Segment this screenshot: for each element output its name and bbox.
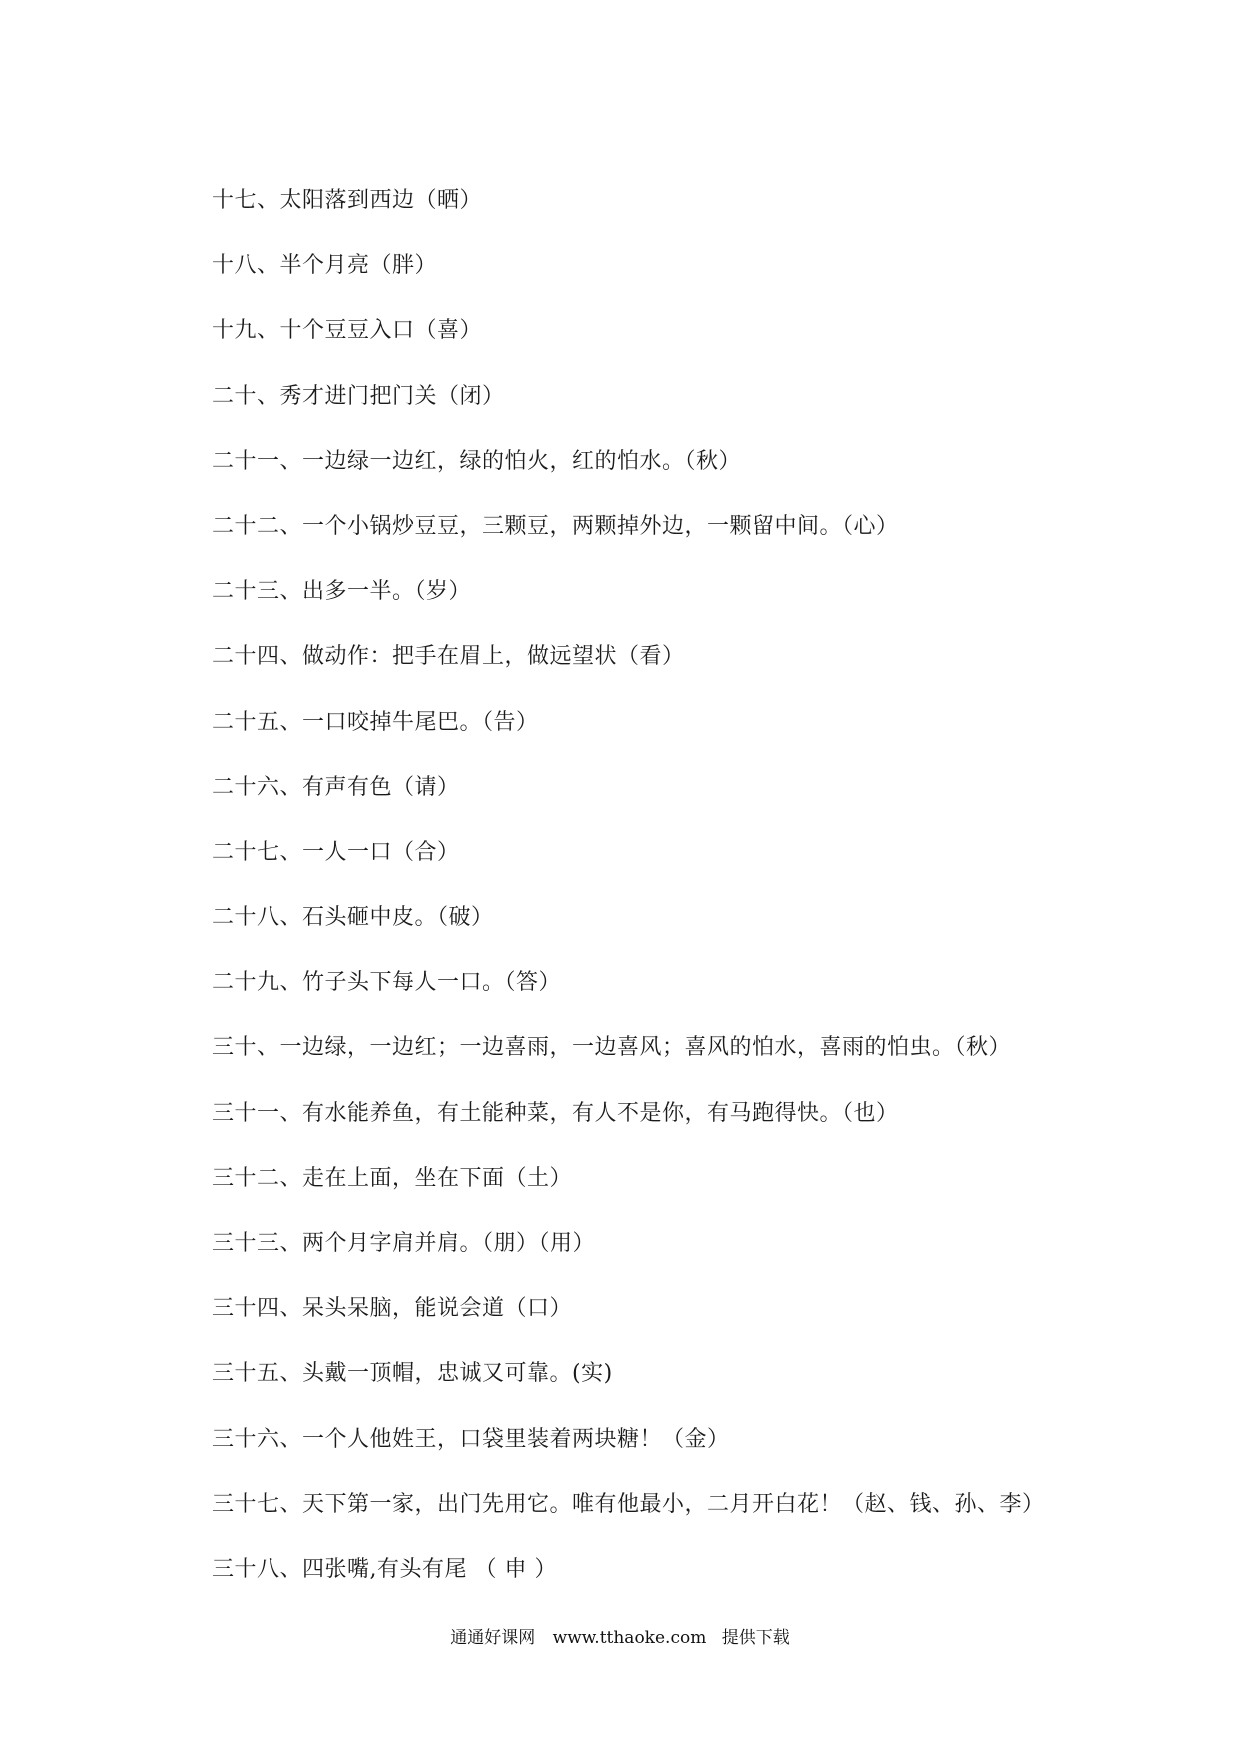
riddle-item: 二十六、有声有色（请）: [212, 774, 460, 800]
riddle-item: 十八、半个月亮（胖）: [212, 253, 438, 279]
riddle-item: 二十四、做动作：把手在眉上，做远望状（看）: [212, 644, 685, 670]
footer-site-name: 通通好课网: [450, 1628, 536, 1648]
riddle-item: 三十八、四张嘴,有头有尾 （ 申 ）: [212, 1556, 557, 1582]
riddle-item: 二十一、一边绿一边红，绿的怕火，红的怕水。（秋）: [212, 448, 742, 474]
page-footer: [0, 1626, 1240, 1650]
riddle-item: 二十七、一人一口（合）: [212, 839, 460, 865]
footer-url: www.tthaoke.com: [552, 1628, 707, 1648]
riddle-item: 三十七、天下第一家，出门先用它。唯有他最小，二月开白花！（赵、钱、孙、李）: [212, 1491, 1045, 1517]
riddle-item: 二十三、出多一半。（岁）: [212, 579, 472, 605]
riddle-item: 二十二、一个小锅炒豆豆，三颗豆，两颗掉外边，一颗留中间。（心）: [212, 513, 899, 539]
riddle-item: 三十、一边绿，一边红；一边喜雨，一边喜风；喜风的怕水，喜雨的怕虫。（秋）: [212, 1035, 1012, 1061]
riddle-item: 二十九、竹子头下每人一口。（答）: [212, 970, 562, 996]
riddle-item: 二十、秀才进门把门关（闭）: [212, 383, 505, 409]
riddle-list: [212, 183, 1172, 1617]
riddle-item: 三十六、一个人他姓王，口袋里装着两块糖！（金）: [212, 1426, 730, 1452]
riddle-item: 二十五、一口咬掉牛尾巴。（告）: [212, 709, 539, 735]
riddle-item: 三十二、走在上面，坐在下面（土）: [212, 1165, 573, 1191]
riddle-item: 三十一、有水能养鱼，有土能种菜，有人不是你，有马跑得快。（也）: [212, 1100, 899, 1126]
riddle-item: 二十八、石头砸中皮。（破）: [212, 905, 494, 931]
riddle-item: 十七、太阳落到西边（晒）: [212, 188, 483, 213]
riddle-item: 十九、十个豆豆入口（喜）: [212, 318, 483, 344]
riddle-item: 三十四、呆头呆脑，能说会道（口）: [212, 1296, 573, 1322]
riddle-item: 三十三、两个月字肩并肩。（朋）（用）: [212, 1231, 596, 1256]
riddle-item: 三十五、头戴一顶帽，忠诚又可靠。(实): [212, 1361, 613, 1387]
footer-note: 提供下载: [721, 1628, 790, 1648]
